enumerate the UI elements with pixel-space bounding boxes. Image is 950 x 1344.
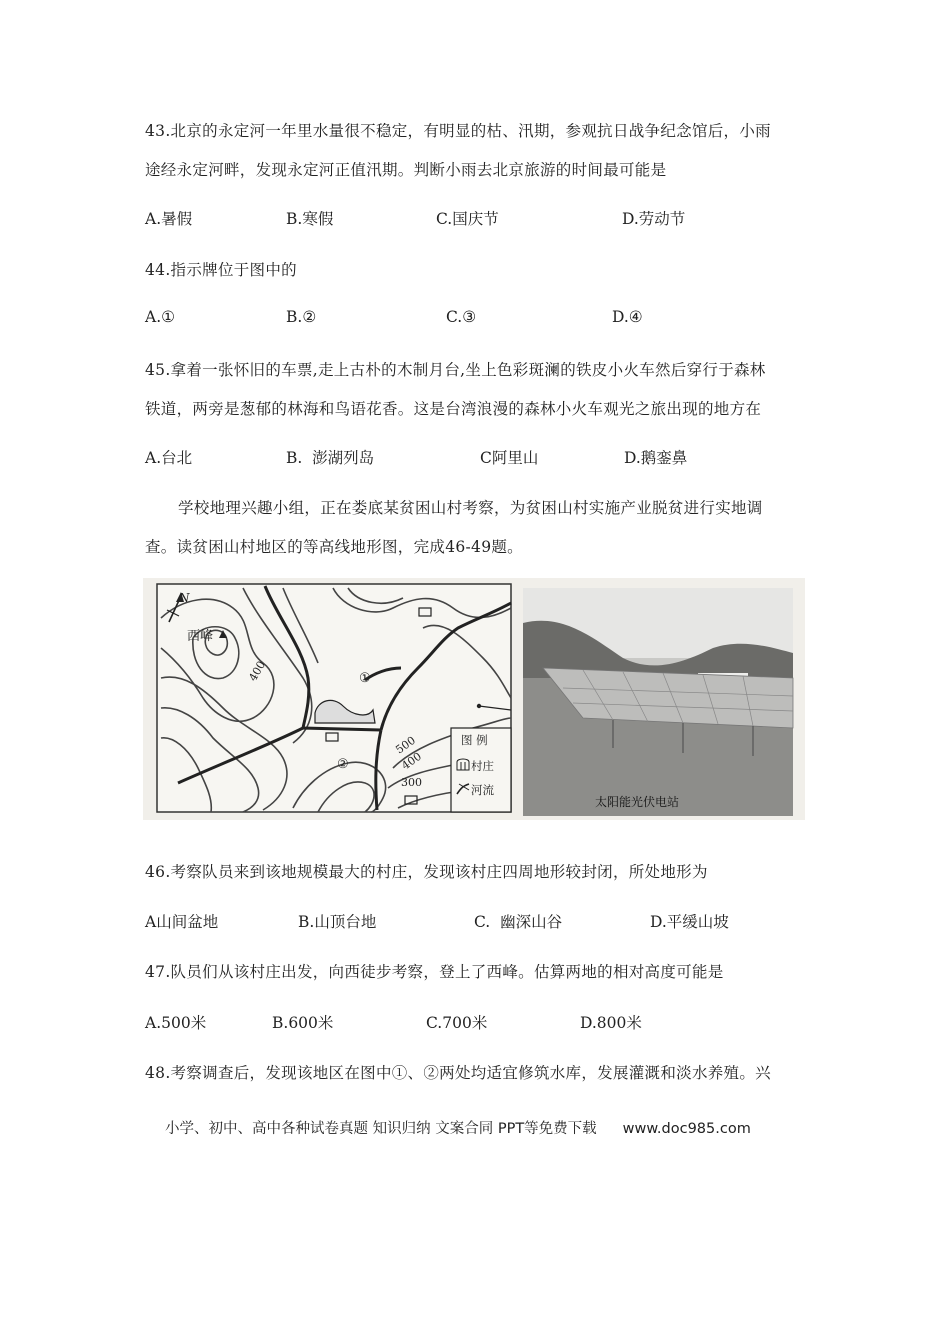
q44-option-a: A.①	[145, 308, 176, 326]
q44-stem: 44.指示牌位于图中的	[145, 261, 297, 279]
legend-title: 图 例	[461, 733, 488, 747]
q45-stem-line1: 45.拿着一张怀旧的车票,走上古朴的木制月台,坐上色彩斑澜的铁皮小火车然后穿行于森林	[145, 361, 766, 379]
q45-option-c: C阿里山	[480, 449, 539, 467]
q43-stem-line1: 43.北京的永定河一年里水量很不稳定，有明显的枯、汛期，参观抗日战争纪念馆后，小雨	[145, 122, 771, 140]
q43-option-d: D.劳动节	[622, 210, 686, 228]
point-1-label: ①	[359, 671, 371, 686]
q45-option-d: D.鹅銮鼻	[624, 449, 688, 467]
contour-label-500: 500	[393, 733, 418, 757]
north-label: N	[179, 591, 190, 605]
q43-option-a: A.暑假	[145, 210, 193, 228]
page-footer	[165, 1117, 751, 1138]
q43-option-b: B.寒假	[286, 210, 334, 228]
q47-option-c: C.700米	[426, 1014, 488, 1032]
q47-option-b: B.600米	[272, 1014, 334, 1032]
peak-label: 西峰	[187, 629, 214, 644]
q46-stem: 46.考察队员来到该地规模最大的村庄，发现该村庄四周地形较封闭，所处地形为	[145, 863, 708, 881]
q46-option-a: A山间盆地	[145, 913, 219, 931]
q46-option-d: D.平缓山坡	[650, 913, 729, 931]
q44-option-b: B.②	[286, 308, 317, 326]
footer-url[interactable]: www.doc985.com	[622, 1121, 751, 1137]
q43-option-c: C.国庆节	[436, 210, 499, 228]
q45-option-b: B. 澎湖列岛	[286, 449, 375, 467]
legend-river-label: 河流	[471, 783, 494, 797]
q44-option-c: C.③	[446, 308, 477, 326]
q48-stem-line1: 48.考察调查后，发现该地区在图中①、②两处均适宜修筑水库，发展灌溉和淡水养殖。兴	[145, 1064, 771, 1082]
solar-station-photo	[523, 588, 793, 816]
q45-stem-line2: 铁道，两旁是葱郁的林海和鸟语花香。这是台湾浪漫的森林小火车观光之旅出现的地方在	[145, 400, 762, 418]
pointer-dot	[477, 704, 481, 708]
q44-option-d: D.④	[612, 308, 643, 326]
contour-label-300: 300	[401, 776, 422, 789]
legend-village-label: 村庄	[471, 759, 494, 773]
figure-contour-map-and-photo	[143, 578, 805, 820]
contour-map	[157, 584, 511, 812]
q46-option-b: B.山顶台地	[298, 913, 377, 931]
q45-option-a: A.台北	[145, 449, 193, 467]
photo-caption: 太阳能光伏电站	[595, 795, 680, 809]
q47-option-d: D.800米	[580, 1014, 642, 1032]
contour-label-400-west: 400	[246, 658, 269, 684]
point-2-label: ②	[337, 757, 349, 772]
footer-text: 小学、初中、高中各种试卷真题 知识归纳 文案合同 PPT等免费下载	[165, 1121, 597, 1137]
q47-option-a: A.500米	[145, 1014, 207, 1032]
intro-line2: 查。读贫困山村地区的等高线地形图，完成46-49题。	[145, 538, 523, 556]
q43-stem-line2: 途经永定河畔，发现永定河正值汛期。判断小雨去北京旅游的时间最可能是	[145, 161, 667, 179]
q47-stem: 47.队员们从该村庄出发，向西徒步考察，登上了西峰。估算两地的相对高度可能是	[145, 963, 724, 981]
intro-line1: 学校地理兴趣小组，正在娄底某贫困山村考察，为贫困山村实施产业脱贫进行实地调	[178, 499, 763, 517]
legend	[451, 728, 511, 812]
q46-option-c: C. 幽深山谷	[474, 913, 563, 931]
contour-label-400-east: 400	[399, 749, 424, 773]
